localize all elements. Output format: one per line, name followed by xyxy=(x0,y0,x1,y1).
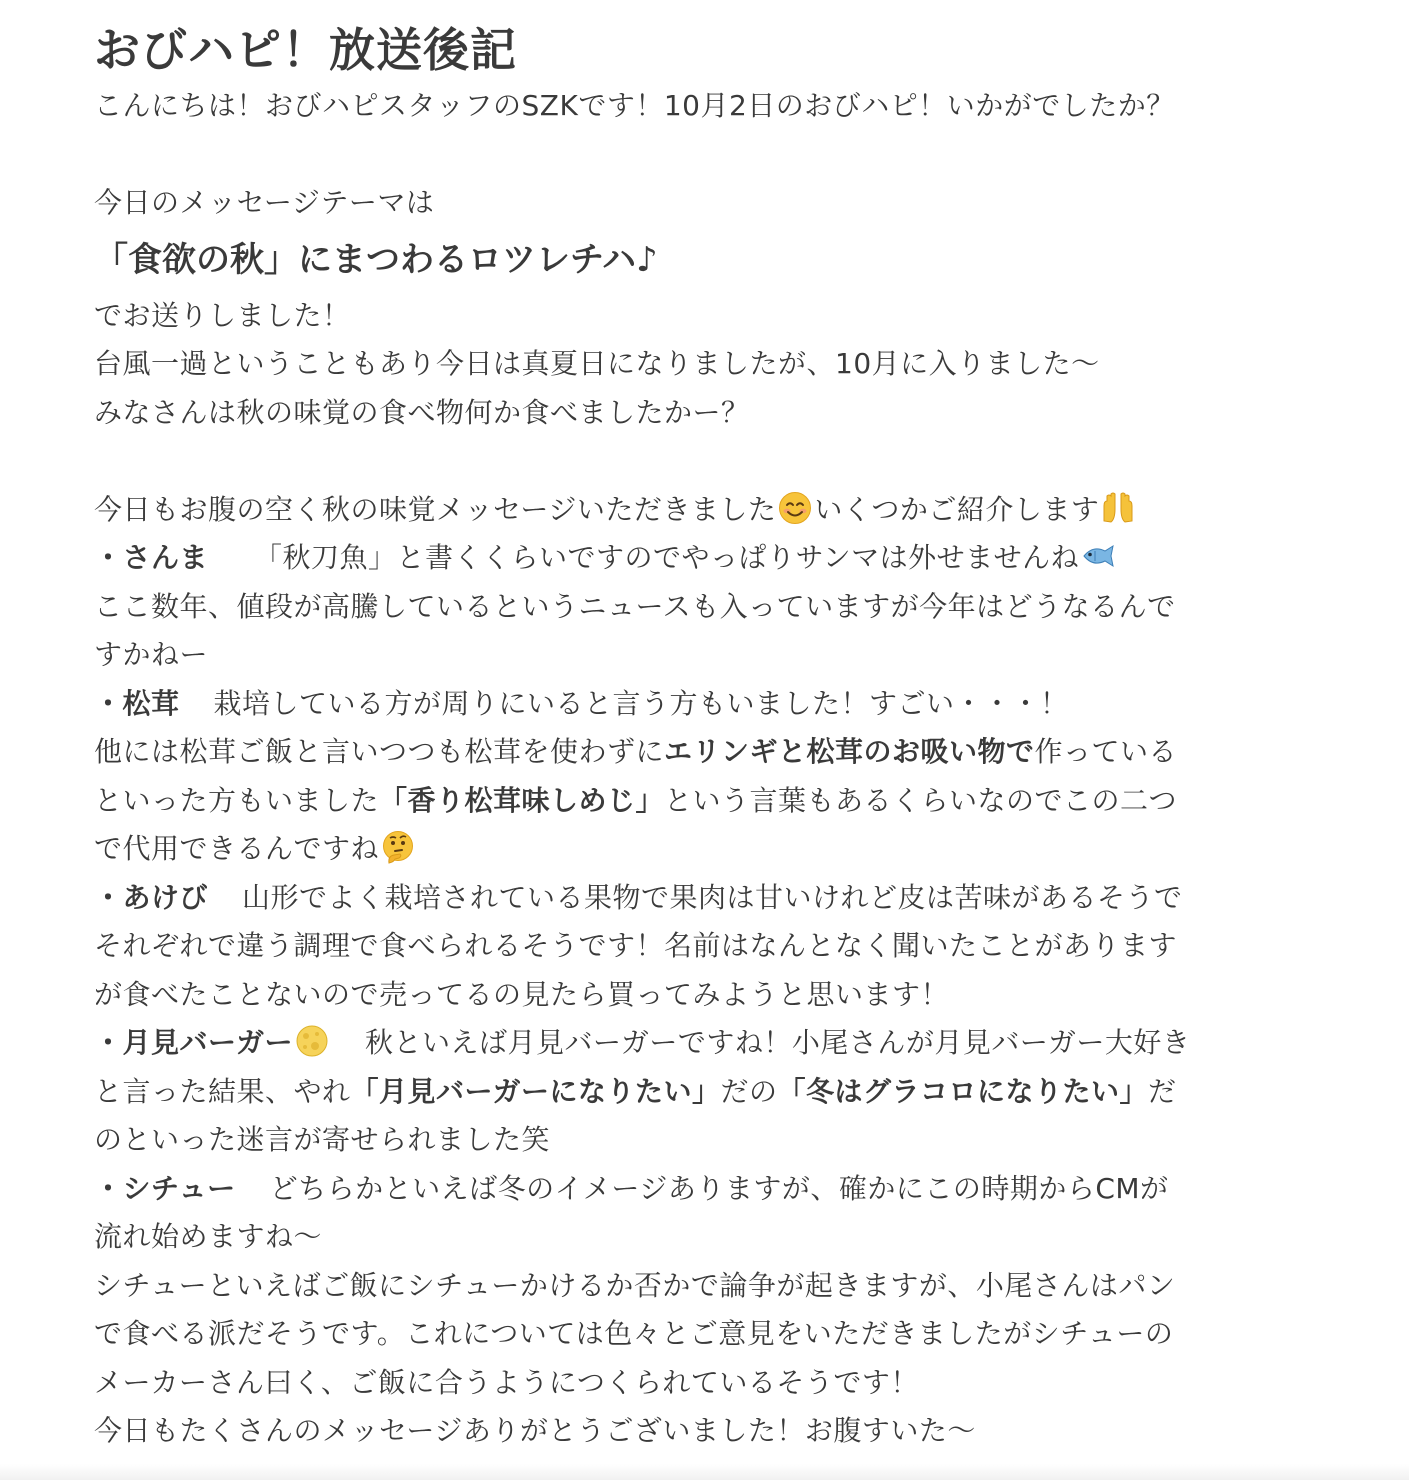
smile-emoji-icon xyxy=(778,491,812,525)
message-theme: 「食欲の秋」にまつわるロツレチハ♪ xyxy=(94,239,658,280)
item-label: ・あけび xyxy=(94,880,209,914)
item-sanma-text: ここ数年、値段が高騰しているというニュースも入っていますが今年はどうなるんで xyxy=(94,589,1176,623)
item-label: ・松茸 xyxy=(94,686,180,720)
item-matsutake-text: といった方もいました「香り松茸味しめじ」という言葉もあるくらいなのでこの二つ xyxy=(94,783,1178,817)
item-matsutake: ・松茸 栽培している方が周りにいると言う方もいました！すごい・・・！ xyxy=(94,686,1069,720)
item-matsutake-text: で代用できるんですね xyxy=(94,825,1334,874)
thinking-emoji-icon xyxy=(381,830,415,864)
item-label: ・月見バーガー xyxy=(94,1026,293,1059)
item-label: ・シチュー xyxy=(94,1171,236,1205)
item-stew: ・シチュー どちらかといえば冬のイメージありますが、確かにこの時期からCMが xyxy=(94,1171,1169,1205)
message-intro: 今日もお腹の空く秋の味覚メッセージいただきました いくつかご紹介します xyxy=(94,486,1334,535)
raised-hands-emoji-icon xyxy=(1101,491,1135,525)
item-tsukimi: ・月見バーガー 秋といえば月見バーガーですね！小尾さんが月見バーガー大好き xyxy=(94,1026,1191,1059)
question-line: みなさんは秋の味覚の食べ物何か食べましたかー？ xyxy=(94,395,750,429)
blog-post xyxy=(94,18,1334,1456)
theme-intro: 今日のメッセージテーマは xyxy=(94,186,435,219)
item-matsutake-text: 他には松茸ご飯と言いつつも松茸を使わずにエリンギと松茸のお吸い物で作っている xyxy=(94,735,1178,768)
item-sanma-text: すかねー xyxy=(94,638,209,671)
spacer xyxy=(94,437,1334,486)
item-stew-text: シチューといえばご飯にシチューかけるか否かで論争が起きますが、小尾さんはパン xyxy=(94,1268,1176,1302)
item-akebi: ・あけび 山形でよく栽培されている果物で果肉は甘いけれど皮は苦味があるそうで xyxy=(94,880,1183,914)
post-title: おびハピ！放送後記 xyxy=(94,23,517,77)
item-stew-text: 流れ始めますね〜 xyxy=(94,1220,323,1253)
item-tsukimi-text: のといった迷言が寄せられました笑 xyxy=(94,1123,551,1156)
sent-line: でお送りしました！ xyxy=(94,298,351,332)
item-stew-text: で食べる派だそうです。これについては色々とご意見をいただきましたがシチューの xyxy=(94,1317,1174,1350)
spacer xyxy=(94,131,1334,180)
item-stew-text: メーカーさん曰く、ご飯に合うようにつくられているそうです！ xyxy=(94,1365,919,1399)
greeting: こんにちは！おびハピスタッフのSZKです！10月2日のおびハピ！いかがでしたか？ xyxy=(94,89,1175,122)
typhoon-line: 台風一過ということもあり今日は真夏日になりましたが、10月に入りました〜 xyxy=(94,347,1100,380)
item-akebi-text: それぞれで違う調理で食べられるそうです！名前はなんとなく聞いたことがあります xyxy=(94,929,1178,962)
item-tsukimi-text: と言った結果、やれ「月見バーガーになりたい」だの「冬はグラコロになりたい」だ xyxy=(94,1074,1177,1108)
item-akebi-text: が食べたことないので売ってるの見たら買ってみようと思います！ xyxy=(94,977,950,1011)
fish-emoji-icon xyxy=(1081,539,1115,573)
item-label: ・さんま xyxy=(94,541,209,574)
full-moon-emoji-icon xyxy=(295,1024,329,1058)
item-sanma: ・さんま 「秋刀魚」と書くくらいですのでやっぱりサンマは外せませんね xyxy=(94,534,1334,583)
closing-line: 今日もたくさんのメッセージありがとうございました！お腹すいた〜 xyxy=(94,1414,976,1447)
bottom-fade xyxy=(0,1464,1409,1480)
